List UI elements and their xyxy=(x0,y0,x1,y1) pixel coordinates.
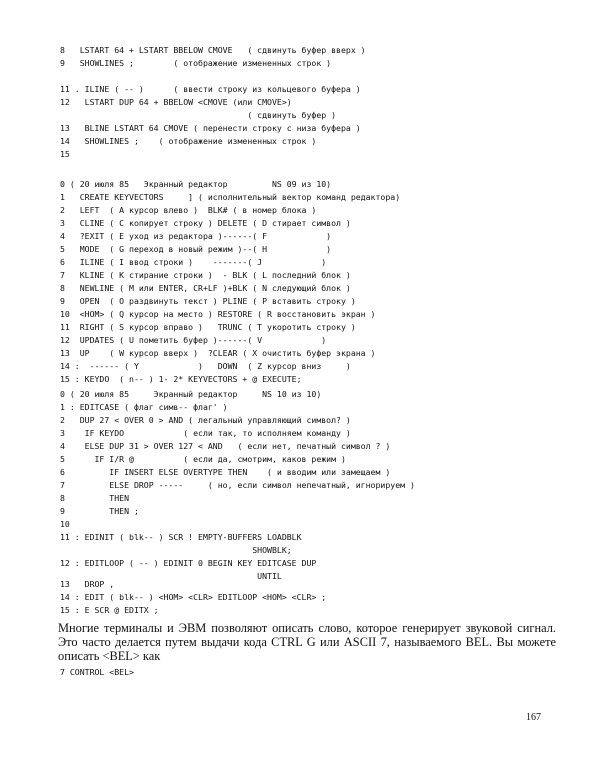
code-line: 0 ( 20 июля 85 Экранный редактор NS 10 из 10) xyxy=(60,389,322,399)
code-listing-screen-tail xyxy=(60,44,366,161)
code-line: ( сдвинуть буфер ) xyxy=(60,110,337,120)
code-line: 9 THEN ; xyxy=(60,506,139,516)
code-line: 8 THEN xyxy=(60,493,130,503)
code-line: 14 SHOWLINES ; ( отображение измененных строк ) xyxy=(60,136,317,146)
code-line: 12 LSTART DUP 64 + BBELOW <CMOVE (или CMOVE>) xyxy=(60,97,292,107)
code-line: 6 IF INSERT ELSE OVERTYPE THEN ( и вводим или замещаем ) xyxy=(60,467,391,477)
code-line: 13 DROP , xyxy=(60,579,115,589)
code-line: 10 xyxy=(60,519,70,529)
code-line: 11 . ILINE ( -- ) ( ввести строку из кольцевого буфера ) xyxy=(60,84,361,94)
code-line: 12 UPDATES ( U пометить буфер )------( V ) xyxy=(60,335,327,345)
code-listing-screen-9 xyxy=(60,178,400,386)
code-line: 13 BLINE LSTART 64 CMOVE ( перенести строку с низа буфера ) xyxy=(60,123,361,133)
code-line: 2 DUP 27 < OVER 0 > AND ( легальный управляющий символ? ) xyxy=(60,415,351,425)
code-line: 0 ( 20 июля 85 Экранный редактор NS 09 из 10) xyxy=(60,179,332,189)
code-line: 9 OPEN ( O раздвинуть текст ) PLINE ( P вставить строку ) xyxy=(60,296,356,306)
code-line: 12 : EDITLOOP ( -- ) EDINIT 0 BEGIN KEY EDITCASE DUP xyxy=(60,558,317,568)
code-line: 2 LEFT ( A курсор влево ) BLK# ( в номер блока ) xyxy=(60,205,317,215)
code-line: 15 : KEYDO ( n-- ) 1- 2* KEYVECTORS + @ EXECUTE; xyxy=(60,374,302,384)
code-line: 4 ?EXIT ( E уход из редактора )------( F ) xyxy=(60,231,332,241)
code-line xyxy=(60,70,366,83)
code-line: 7 KLINE ( K стирание строки ) - BLK ( L последний блок ) xyxy=(60,270,351,280)
code-line: 6 ILINE ( I ввод строки ) -------( J ) xyxy=(60,257,327,267)
code-line: 5 IF I/R @ ( если да, смотрим, каков режим ) xyxy=(60,454,346,464)
code-example: 7 CONTROL <BEL> xyxy=(60,667,134,677)
page-number: 167 xyxy=(526,712,541,723)
code-line: UNTIL xyxy=(60,571,282,581)
code-line: 15 xyxy=(60,149,70,159)
code-line: 5 MODE ( G переход в новый режим )--( H ) xyxy=(60,244,332,254)
code-line: 14 : ------ ( Y ) DOWN ( Z курсор вниз ) xyxy=(60,361,351,371)
code-line: 1 : EDITCASE ( флаг симв-- флаг' ) xyxy=(60,402,228,412)
code-line: 10 <HOM> ( Q курсор на место ) RESTORE ( R восстановить экран ) xyxy=(60,309,376,319)
body-paragraph: Многие терминалы и ЭВМ позволяют описать слово, которое генерирует звуковой сигнал. Это часто делается путем выдачи кода CTRL G или ASCII 7, называемого BEL. Вы можете описать <BEL> как xyxy=(58,621,556,663)
code-listing-screen-10 xyxy=(60,388,415,583)
code-line: 7 ELSE DROP ----- ( но, если символ непечатный, игнорируем ) xyxy=(60,480,415,490)
code-line: 13 UP ( W курсор вверх ) ?CLEAR ( X очистить буфер экрана ) xyxy=(60,348,376,358)
code-line: 9 SHOWLINES ; ( отображение измененных строк ) xyxy=(60,58,332,68)
code-line: 1 CREATE KEYVECTORS ] ( исполнительный вектор команд редактора) xyxy=(60,192,401,202)
code-line: 11 RIGHT ( S курсор вправо ) TRUNC ( T укоротить строку ) xyxy=(60,322,356,332)
code-line: 3 CLINE ( C копирует строку ) DELETE ( D стирает символ ) xyxy=(60,218,351,228)
code-line: 14 : EDIT ( blk-- ) <HOM> <CLR> EDITLOOP <HOM> <CLR> ; xyxy=(60,592,327,602)
code-line: 11 : EDINIT ( blk-- ) SCR ! EMPTY-BUFFERS LOADBLK xyxy=(60,532,302,542)
code-line: 8 LSTART 64 + LSTART BBELOW CMOVE ( сдвинуть буфер вверх ) xyxy=(60,45,366,55)
code-line: SHOWBLK; xyxy=(60,545,292,555)
code-line: 15 : E SCR @ EDITX ; xyxy=(60,605,159,615)
code-listing-screen-10-cont xyxy=(60,578,326,617)
code-line: 3 IF KEYDO ( если так, то исполняем команду ) xyxy=(60,428,351,438)
code-line: 4 ELSE DUP 31 > OVER 127 < AND ( если нет, печатный символ ? ) xyxy=(60,441,391,451)
code-line: 8 NEWLINE ( M или ENTER, CR+LF )+BLK ( N следующий блок ) xyxy=(60,283,351,293)
